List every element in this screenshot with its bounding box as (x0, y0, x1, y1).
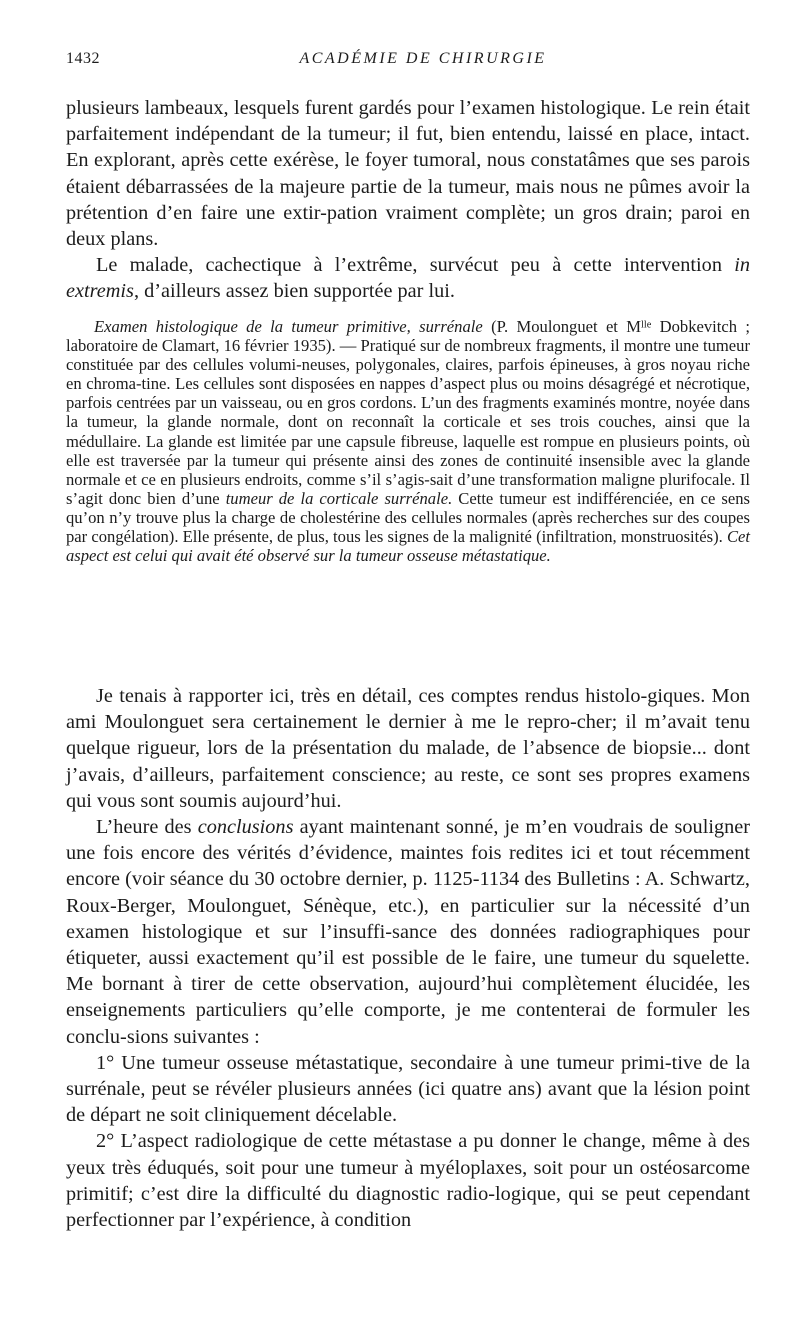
page-number: 1432 (66, 50, 100, 67)
note-diagnosis: tumeur de la corticale surrénale. (225, 488, 453, 508)
running-title: ACADÉMIE DE CHIRURGIE (299, 50, 547, 67)
latin-phrase: in extremis (66, 254, 750, 303)
note-authors: (P. Moulonguet et M (482, 317, 642, 336)
note-title: Examen histologique de la tumeur primitive, surrénale (94, 317, 483, 336)
page-header (66, 50, 750, 74)
histology-note (66, 317, 750, 565)
text-block-bottom (66, 683, 750, 1233)
note-body: Dobkevitch ; laboratoire de Clamart, 16 février 1935). — Pratiqué sur de nombreux fragments, il montre une tumeur constituée par des cellules volumi-neuses, polygonales, claires, parfois épineuses, à gros noyau riche en chroma-tine. Les cellules sont disposées en nappes d’aspect plus ou moins désagrégé et nécrotique, parfois centrées par un vaisseau, ou en gros cordons. L’un des fragments examinés montre, noyée dans la tumeur, la glande normale, dont on reconnaît la corticale et ses trois couches, ainsi que la médullaire. La glande est limitée par une capsule fibreuse, laquelle est rompue en plusieurs points, où elle est traversée par la tumeur qui présente ainsi des zones de continuité insensible avec la glande normale et ce en plusieurs endroits, comme s’il s’agis-sait d’une transformation maligne plurifocale. Il s’agit donc bien d’une (66, 317, 750, 508)
outcome-text-end: , d’ailleurs assez bien supportée par lui. (133, 280, 455, 303)
conclusions-word: conclusions (197, 816, 294, 839)
conclusion-item-1: 1° Une tumeur osseuse métastatique, secondaire à une tumeur primi-tive de la surrénale, peut se révéler plusieurs années (ici quatre ans) avant que la lésion point de départ ne soit cliniquement décelable. (66, 1051, 750, 1127)
note-body-continued: Cette tumeur est indifférenciée, en ce sens qu’on n’y trouve plus la charge de cholestérine des cellules normales (après recherches sur des coupes par congélation). Elle présente, de plus, tous les signes de la malignité (infiltration, monstruosités). (66, 488, 750, 547)
paragraph-patient-outcome (66, 252, 750, 304)
paragraph-report-remark: Je tenais à rapporter ici, très en détail, ces comptes rendus histolo-giques. Mon ami Moulonguet sera certainement le dernier à me le repro-cher; il m’avait tenu quelque rigueur, lors de la présentation du malade, de l’absence de biopsie... dont j’avais, d’ailleurs, parfaitement conscience; au reste, ce sont ses propres examens qui vous sont soumis aujourd’hui. (66, 685, 750, 812)
note-mlle-superscript: lle (641, 319, 652, 331)
outcome-text: Le malade, cachectique à l’extrême, survécut peu à cette intervention (96, 254, 735, 277)
conclusions-body: ayant maintenant sonné, je m’en voudrais de souligner une fois encore des vérités d’évidence, maintes fois redites ici et tout récemment encore (voir séance du 30 octobre dernier, p. 1125-1134 des Bulletins : A. Schwartz, Roux-Berger, Moulonguet, Sénèque, etc.), en particulier sur la nécessité d’un examen histologique et sur l’insuffi-sance des données radiographiques pour étiqueter, aussi exactement qu’il est possible de le faire, une tumeur du squelette. Me bornant à tirer de cette observation, aujourd’hui complètement élucidée, les enseignements particuliers qu’elle comporte, je me contenterai de formuler les conclu-sions suivantes : (66, 816, 750, 1048)
paragraph-continuation: plusieurs lambeaux, lesquels furent gardés pour l’examen histologique. Le rein était parfaitement indépendant de la tumeur; il fut, bien entendu, laissé en place, intact. En explorant, après cette exérèse, le foyer tumoral, nous constatâmes que ses parois étaient débarrassées de la majeure partie de la tumeur, mais nous ne pûmes avoir la prétention d’en faire une extir-pation vraiment complète; un gros drain; paroi en deux plans. (66, 97, 750, 251)
conclusions-lead: L’heure des (96, 816, 198, 839)
paragraph-conclusions-intro (66, 814, 750, 1050)
note-closing: Cet aspect est celui qui avait été observé sur la tumeur osseuse métastatique. (66, 527, 750, 566)
conclusion-item-2: 2° L’aspect radiologique de cette métastase a pu donner le change, même à des yeux très éduqués, soit pour une tumeur à myéloplaxes, soit pour un ostéosarcome primitif; c’est dire la difficulté du diagnostic radio-logique, qui se peut cependant perfectionner par l’expérience, à condition (66, 1130, 750, 1232)
text-block-top (66, 95, 750, 305)
